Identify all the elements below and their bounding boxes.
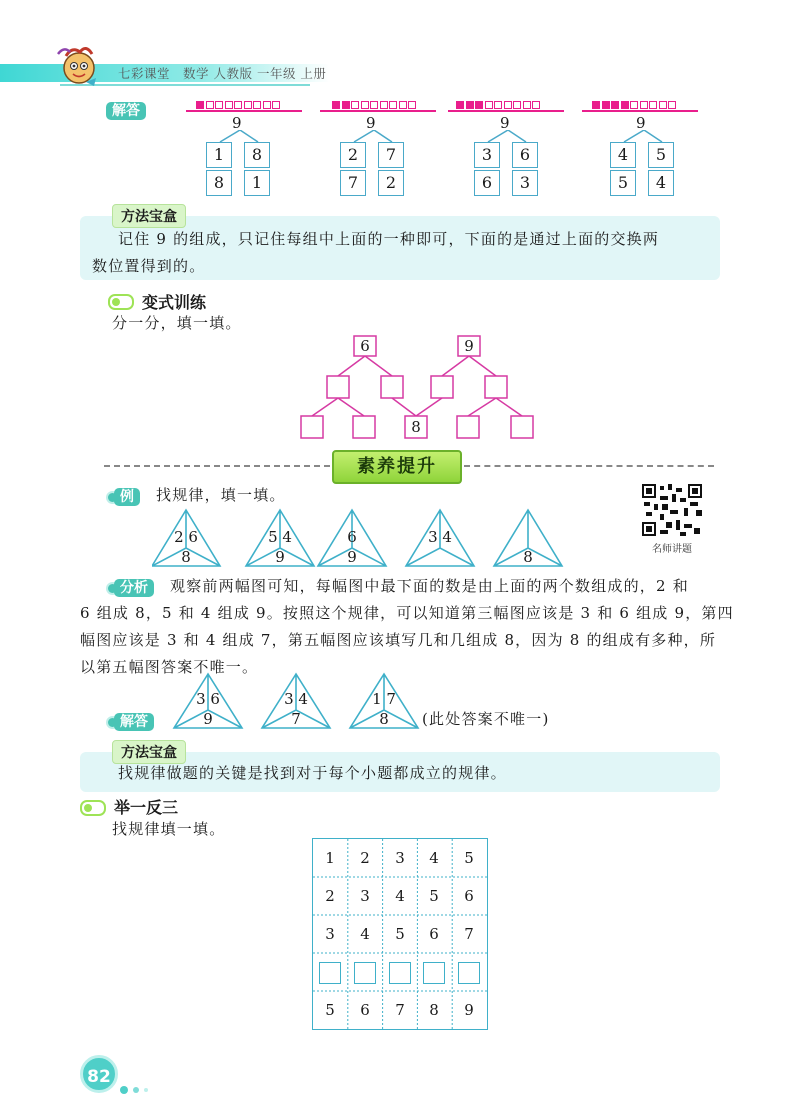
triangle-top-numbers: 2 6 [174, 528, 198, 546]
section-bullet-icon [80, 800, 106, 816]
tree-cell: 6 [512, 142, 538, 168]
tree-cell: 6 [474, 170, 500, 196]
tree-cell: 2 [378, 170, 404, 196]
tree-cell: 8 [244, 142, 270, 168]
triangle-top-numbers: 6 [347, 528, 357, 546]
triangle-bottom-number: 8 [379, 710, 389, 728]
answer-tag: 解答 [106, 102, 146, 120]
tree-cell: 5 [648, 142, 674, 168]
practice-title: 举一反三 [114, 798, 179, 817]
tree-cell: 4 [610, 142, 636, 168]
composition-tree-4 [604, 114, 684, 196]
analysis-line: 以第五幅图答案不唯一。 [80, 658, 259, 676]
grid-cell: 7 [464, 925, 474, 943]
header-title: 七彩课堂 数学 人教版 一年级 上册 [118, 66, 327, 81]
analysis-tag: 分析 [114, 579, 154, 597]
variant-title: 变式训练 [142, 293, 207, 312]
triangle-top-numbers: 3 4 [428, 528, 452, 546]
triangle-top-numbers: 3 4 [284, 690, 308, 708]
analysis-line: 观察前两幅图可知，每幅图中最下面的数是由上面的两个数组成的，2 和 [170, 577, 689, 595]
method-text-line: 记住 9 的组成，只记住每组中上面的一种即可，下面的是通过上面的交换两 [118, 230, 660, 248]
tree-cell: 4 [648, 170, 674, 196]
tree-top: 9 [366, 114, 376, 132]
blank-square[interactable] [458, 962, 480, 984]
tree-cell: 7 [378, 142, 404, 168]
tree-cell: 1 [244, 170, 270, 196]
blank-cell[interactable] [417, 955, 451, 989]
triangle-top-numbers: 3 6 [196, 690, 220, 708]
number-grid [312, 838, 488, 1030]
grid-cell: 2 [325, 887, 335, 905]
double-tree-diagram [296, 334, 536, 440]
blank-square[interactable] [423, 962, 445, 984]
grid-cell: 4 [395, 887, 405, 905]
divider-left [104, 465, 330, 467]
grid-cell: 6 [360, 1001, 370, 1019]
blank-cell[interactable] [313, 955, 347, 989]
section-bullet-icon [108, 294, 134, 310]
triangle-top-numbers: 5 4 [268, 528, 292, 546]
grid-cell: 5 [429, 887, 439, 905]
qr-caption: 名师讲题 [652, 544, 692, 555]
analysis-label [114, 577, 154, 597]
method-box-title: 方法宝盒 [112, 740, 186, 764]
blank-square[interactable] [389, 962, 411, 984]
triangle-bottom-number: 9 [275, 548, 285, 566]
tree-cell: 5 [610, 170, 636, 196]
section-banner: 素养提升 [332, 450, 462, 484]
grid-cell: 4 [360, 925, 370, 943]
grid-cell: 4 [429, 849, 439, 867]
blank-cell[interactable] [383, 955, 417, 989]
tree-top: 9 [636, 114, 646, 132]
tree-cell: 1 [206, 142, 232, 168]
blank-cell[interactable] [452, 955, 486, 989]
tree-cell: 7 [340, 170, 366, 196]
composition-tree-1 [200, 114, 280, 196]
tree-left-top: 6 [360, 337, 370, 355]
triangle-bottom-number: 9 [347, 548, 357, 566]
tree-cell: 3 [474, 142, 500, 168]
tree-right-top: 9 [464, 337, 474, 355]
triangle-bottom-number: 8 [523, 548, 533, 566]
mascot-icon [56, 42, 102, 88]
pink-underline-4 [582, 110, 698, 112]
triangle-bottom-number: 9 [203, 710, 213, 728]
tree-top: 9 [232, 114, 242, 132]
triangle-top-numbers: 1 7 [372, 690, 396, 708]
tree-shared-bottom: 8 [411, 418, 421, 436]
grid-cell: 7 [395, 1001, 405, 1019]
grid-cell: 3 [360, 887, 370, 905]
grid-cell: 9 [464, 1001, 474, 1019]
analysis-line: 幅图应该是 3 和 4 组成 7，第五幅图应该填写几和几组成 8，因为 8 的组成有多种，所 [80, 631, 717, 649]
example-tag: 例 [114, 488, 140, 506]
grid-cell: 5 [395, 925, 405, 943]
pink-underline-2 [320, 110, 436, 112]
composition-tree-3 [468, 114, 548, 196]
grid-cell: 3 [395, 849, 405, 867]
example-text: 找规律，填一填。 [156, 486, 286, 504]
method-box-title: 方法宝盒 [112, 204, 186, 228]
tree-cell: 3 [512, 170, 538, 196]
tree-cell: 2 [340, 142, 366, 168]
method-text-line: 找规律做题的关键是找到对于每个小题都成立的规律。 [118, 764, 507, 782]
blank-square[interactable] [354, 962, 376, 984]
page-number: 82 [80, 1055, 118, 1093]
answer-label-2 [114, 711, 154, 731]
analysis-line: 6 组成 8，5 和 4 组成 9。按照这个规律，可以知道第三幅图应该是 3 和 6 组成 9，第四 [80, 604, 734, 622]
answer-note: (此处答案不唯一) [422, 710, 550, 728]
grid-cell: 1 [325, 849, 335, 867]
pink-underline-1 [186, 110, 302, 112]
triangle-bottom-number: 7 [291, 710, 301, 728]
grid-cell: 2 [360, 849, 370, 867]
answer-triangles [172, 672, 432, 732]
pink-underline-3 [448, 110, 564, 112]
grid-cell: 5 [325, 1001, 335, 1019]
example-triangles [152, 508, 732, 568]
practice-instruction: 找规律填一填。 [112, 820, 226, 838]
triangle-bottom-number: 8 [181, 548, 191, 566]
grid-cell: 3 [325, 925, 335, 943]
blank-cell[interactable] [348, 955, 382, 989]
grid-cell: 6 [464, 887, 474, 905]
answer-label-1 [106, 100, 146, 120]
method-text-line: 数位置得到的。 [92, 257, 206, 275]
composition-tree-2 [334, 114, 414, 196]
tree-cell: 8 [206, 170, 232, 196]
blank-square[interactable] [319, 962, 341, 984]
grid-cell: 6 [429, 925, 439, 943]
tree-top: 9 [500, 114, 510, 132]
grid-cell: 5 [464, 849, 474, 867]
variant-instruction: 分一分，填一填。 [112, 314, 242, 332]
example-label [114, 486, 140, 506]
grid-cell: 8 [429, 1001, 439, 1019]
decorative-dots-icon [120, 1080, 154, 1090]
answer-tag: 解答 [114, 713, 154, 731]
divider-right [464, 465, 714, 467]
